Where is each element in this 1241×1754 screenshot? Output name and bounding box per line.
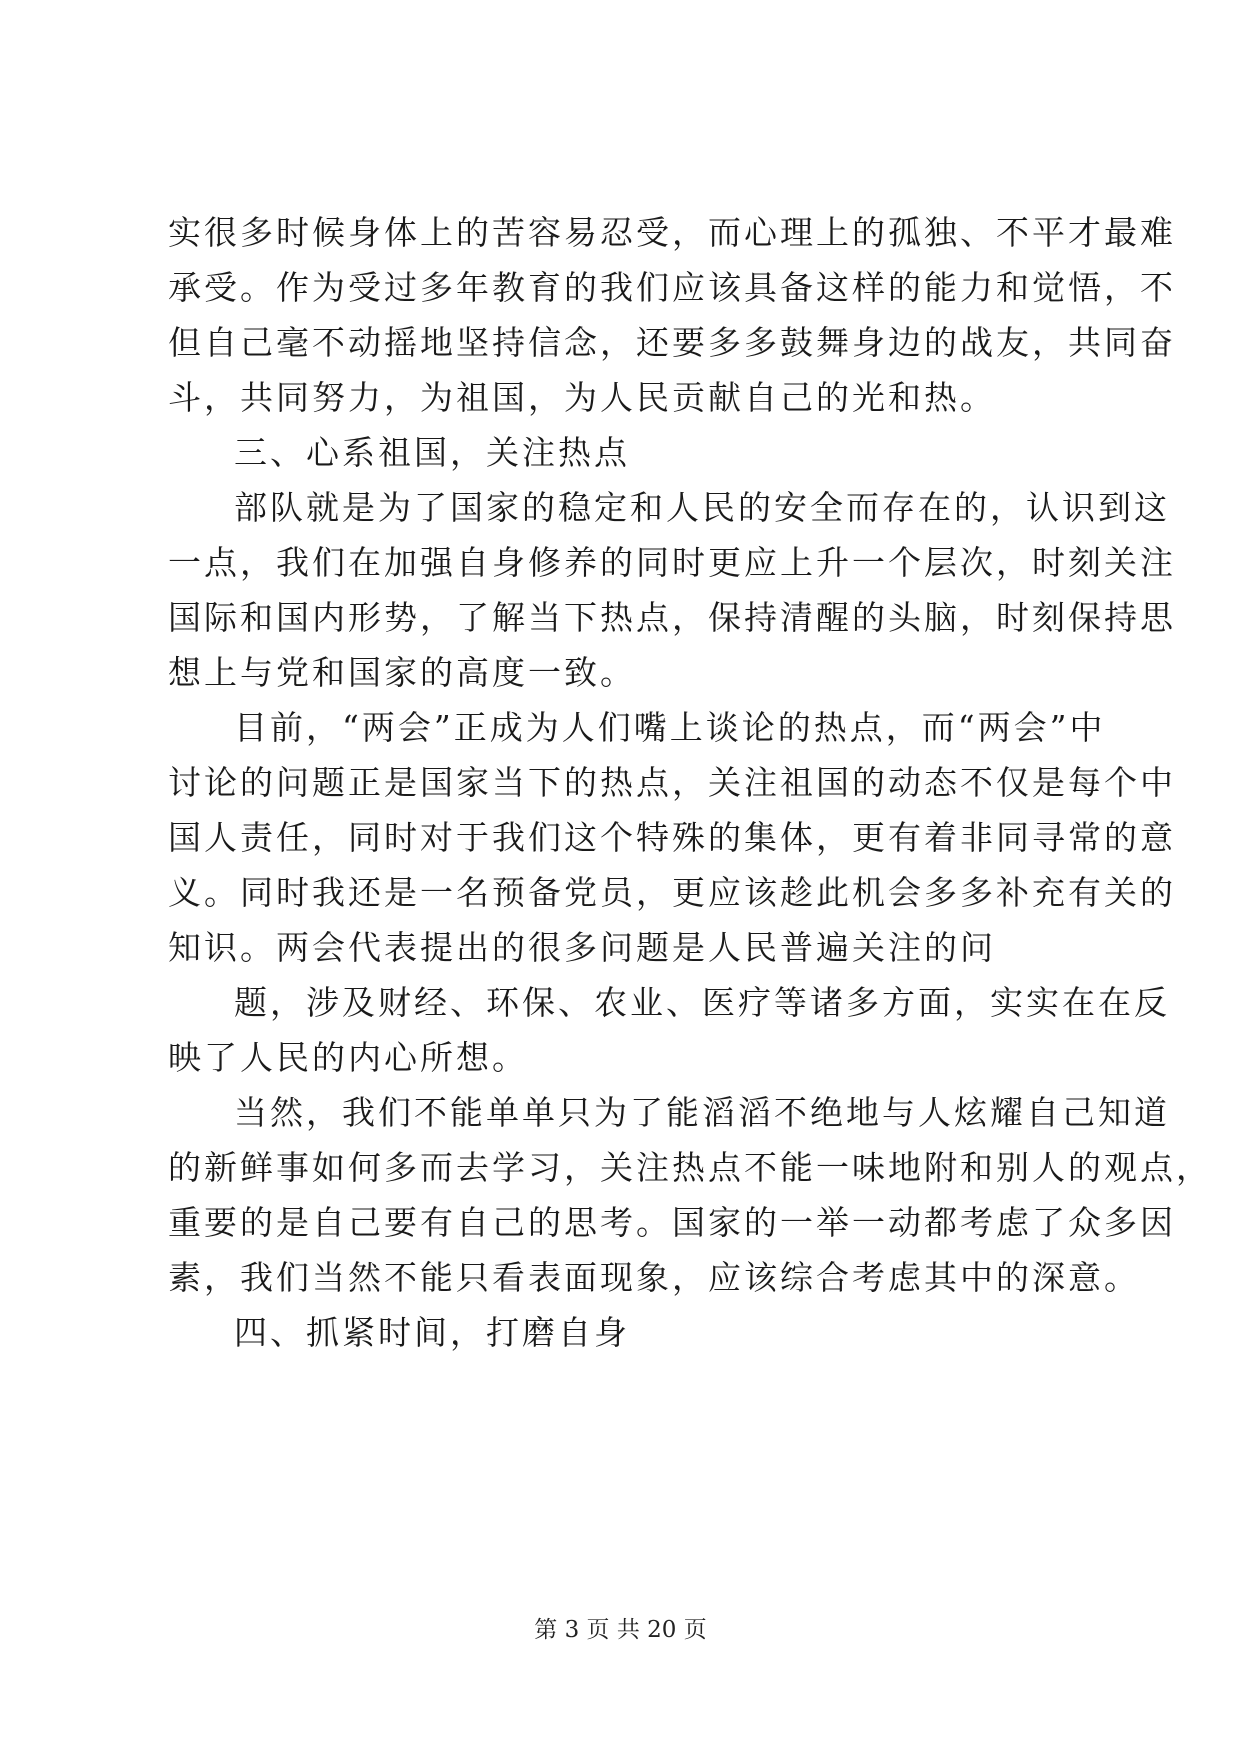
- body-text-line: 映了人民的内心所想。: [168, 1038, 528, 1077]
- body-text-line: 义。同时我还是一名预备党员，更应该趁此机会多多补充有关的: [168, 873, 1176, 912]
- body-text-line: 国际和国内形势，了解当下热点，保持清醒的头脑，时刻保持思: [168, 598, 1176, 637]
- body-text-line: 重要的是自己要有自己的思考。国家的一举一动都考虑了众多因: [168, 1203, 1176, 1242]
- body-text-line: 实很多时候身体上的苦容易忍受，而心理上的孤独、不平才最难: [168, 213, 1176, 252]
- body-text-line: 想上与党和国家的高度一致。: [168, 653, 636, 692]
- body-text-line: 讨论的问题正是国家当下的热点，关注祖国的动态不仅是每个中: [168, 763, 1176, 802]
- paragraph-first-line: 当然，我们不能单单只为了能滔滔不绝地与人炫耀自己知道: [234, 1093, 1170, 1132]
- section-heading: 三、心系祖国，关注热点: [234, 433, 630, 472]
- body-text-line: 知识。两会代表提出的很多问题是人民普遍关注的问: [168, 928, 996, 967]
- body-text-line: 素，我们当然不能只看表面现象，应该综合考虑其中的深意。: [168, 1258, 1140, 1297]
- body-text-line: 的新鲜事如何多而去学习，关注热点不能一味地附和别人的观点，: [168, 1148, 1212, 1187]
- body-text-line: 承受。作为受过多年教育的我们应该具备这样的能力和觉悟，不: [168, 268, 1176, 307]
- paragraph-first-line: 部队就是为了国家的稳定和人民的安全而存在的，认识到这: [234, 488, 1170, 527]
- body-text-line: 斗，共同努力，为祖国，为人民贡献自己的光和热。: [168, 378, 996, 417]
- paragraph-first-line: 题，涉及财经、环保、农业、医疗等诸多方面，实实在在反: [234, 983, 1170, 1022]
- body-text-line: 一点，我们在加强自身修养的同时更应上升一个层次，时刻关注: [168, 543, 1176, 582]
- section-heading: 四、抓紧时间，打磨自身: [234, 1313, 630, 1352]
- body-text-line: 但自己毫不动摇地坚持信念，还要多多鼓舞身边的战友，共同奋: [168, 323, 1176, 362]
- paragraph-first-line: 目前，“两会”正成为人们嘴上谈论的热点，而“两会”中: [234, 708, 1106, 747]
- page-footer: 第 3 页 共 20 页: [534, 1617, 707, 1643]
- body-text-line: 国人责任，同时对于我们这个特殊的集体，更有着非同寻常的意: [168, 818, 1176, 857]
